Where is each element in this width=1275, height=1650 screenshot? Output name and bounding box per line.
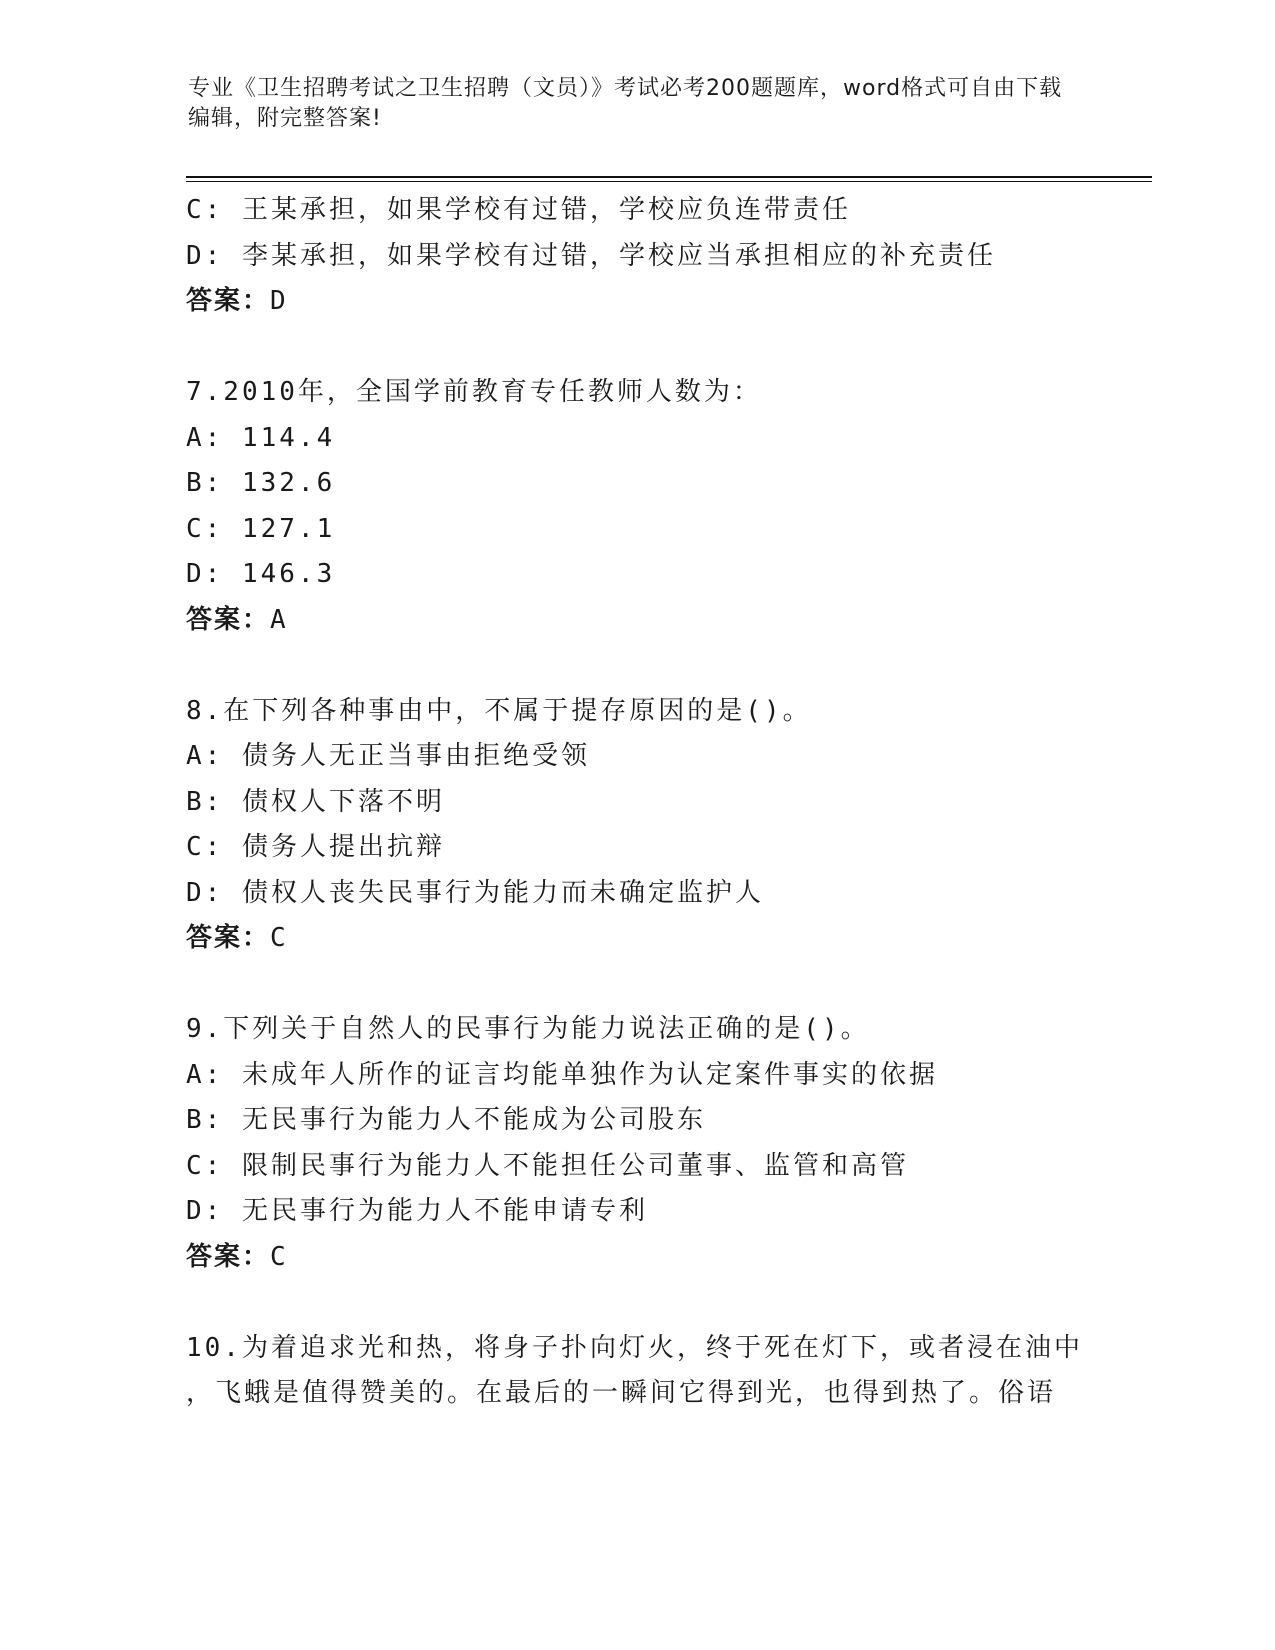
- question-10: [186, 1326, 1086, 1417]
- spacer: [186, 1280, 1086, 1326]
- option-c: C: 限制民事行为能力人不能担任公司董事、监管和高管: [186, 1150, 909, 1181]
- option-d: D: 李某承担，如果学校有过错，学校应当承担相应的补充责任: [186, 240, 996, 271]
- answer-line: [186, 598, 1086, 644]
- header-divider: [186, 176, 1152, 178]
- spacer: [186, 325, 1086, 371]
- answer-label: 答案：: [186, 1241, 271, 1272]
- option-c: C: 127.1: [186, 513, 336, 544]
- option-c: C: 债务人提出抗辩: [186, 832, 445, 862]
- option-b: B: 债权人下落不明: [186, 786, 445, 817]
- option-c: C: 王某承担，如果学校有过错，学校应负连带责任: [186, 195, 851, 225]
- question-8: [186, 689, 1086, 962]
- option-d: D: 无民事行为能力人不能申请专利: [186, 1196, 648, 1226]
- answer-value: A: [270, 604, 287, 635]
- question-7: [186, 370, 1086, 643]
- option-b: B: 无民事行为能力人不能成为公司股东: [186, 1105, 706, 1135]
- question-content: [186, 188, 1086, 1417]
- header-text: 专业《卫生招聘考试之卫生招聘（文员）》考试必考200题题库，word格式可自由下载编辑，附完整答案!: [188, 76, 1063, 131]
- question-stem: 8.在下列各种事由中，不属于提存原因的是()。: [186, 695, 812, 726]
- answer-label: 答案：: [186, 923, 271, 953]
- option-b: B: 132.6: [186, 468, 336, 498]
- header-divider-secondary: [186, 181, 1152, 182]
- option-a: A: 114.4: [186, 422, 336, 453]
- spacer: [186, 643, 1086, 689]
- answer-value: D: [270, 286, 287, 316]
- option-d: D: 146.3: [186, 559, 336, 589]
- answer-line: [186, 916, 1086, 962]
- answer-value: C: [270, 1241, 287, 1272]
- page-header: [188, 74, 1068, 134]
- answer-line: [186, 279, 1086, 325]
- option-d: D: 债权人丧失民事行为能力而未确定监护人: [186, 877, 764, 908]
- spacer: [186, 962, 1086, 1008]
- answer-line: [186, 1235, 1086, 1281]
- question-stem: 7.2010年，全国学前教育专任教师人数为：: [186, 377, 762, 407]
- answer-label: 答案：: [186, 286, 271, 316]
- answer-value: C: [270, 923, 287, 953]
- question-stem: 9.下列关于自然人的民事行为能力说法正确的是()。: [186, 1014, 870, 1044]
- question-stem-line-1: 10.为着追求光和热，将身子扑向灯火，终于死在灯下，或者浸在油中: [186, 1332, 1083, 1363]
- question-9: [186, 1007, 1086, 1280]
- option-a: A: 债务人无正当事由拒绝受领: [186, 741, 590, 771]
- continued-question: [186, 188, 1086, 325]
- option-a: A: 未成年人所作的证言均能单独作为认定案件事实的依据: [186, 1059, 938, 1090]
- answer-label: 答案：: [186, 604, 271, 635]
- question-stem-line-2: ，飞蛾是值得赞美的。在最后的一瞬间它得到光，也得到热了。俗语: [186, 1378, 1057, 1408]
